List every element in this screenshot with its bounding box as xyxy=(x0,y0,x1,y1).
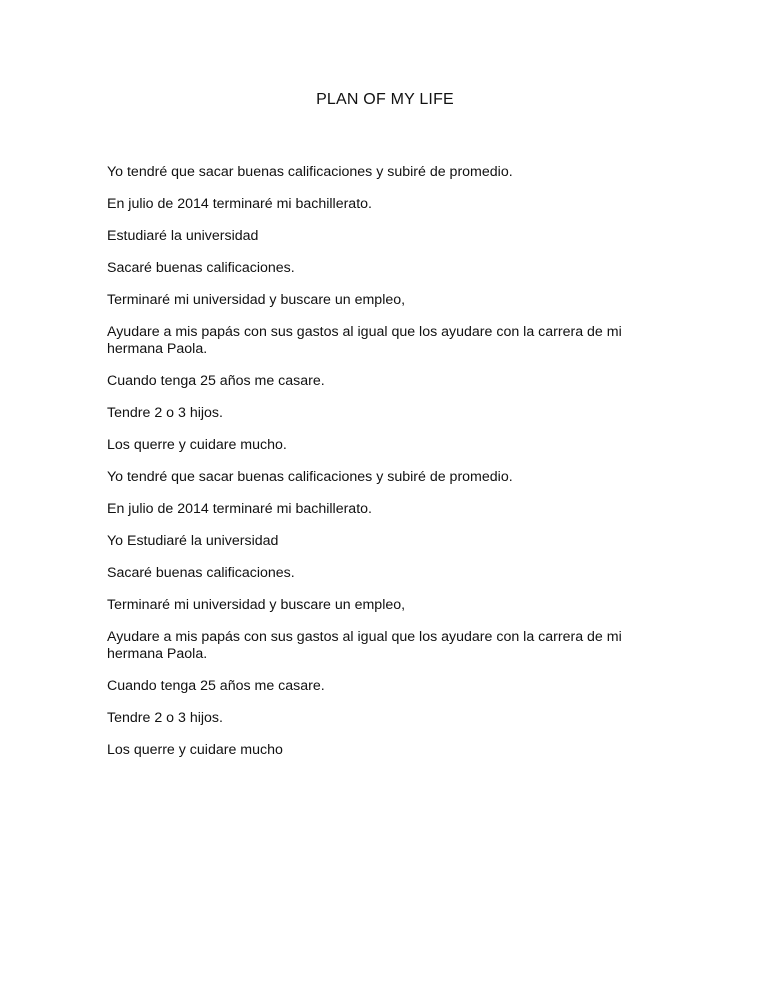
document-title: PLAN OF MY LIFE xyxy=(316,91,454,108)
paragraph: Cuando tenga 25 años me casare. xyxy=(107,678,325,694)
paragraph: Yo Estudiaré la universidad xyxy=(107,533,279,549)
paragraph: Terminaré mi universidad y buscare un empleo, xyxy=(107,292,406,308)
paragraph: En julio de 2014 terminaré mi bachillerato. xyxy=(107,501,372,517)
paragraph: Sacaré buenas calificaciones. xyxy=(107,565,295,581)
paragraph: Tendre 2 o 3 hijos. xyxy=(107,405,223,421)
paragraph: Estudiaré la universidad xyxy=(107,228,259,244)
document-body xyxy=(107,164,672,774)
paragraph: Ayudare a mis papás con sus gastos al igual que los ayudare con la carrera de mi hermana Paola. xyxy=(107,324,622,357)
paragraph: Tendre 2 o 3 hijos. xyxy=(107,710,223,726)
paragraph: Los querre y cuidare mucho xyxy=(107,742,283,758)
paragraph: Terminaré mi universidad y buscare un empleo, xyxy=(107,597,406,613)
paragraph: Sacaré buenas calificaciones. xyxy=(107,260,295,276)
paragraph: Yo tendré que sacar buenas calificaciones y subiré de promedio. xyxy=(107,469,513,485)
paragraph: Cuando tenga 25 años me casare. xyxy=(107,373,325,389)
paragraph: Yo tendré que sacar buenas calificaciones y subiré de promedio. xyxy=(107,164,513,180)
paragraph: Ayudare a mis papás con sus gastos al igual que los ayudare con la carrera de mi hermana Paola. xyxy=(107,629,622,662)
paragraph: Los querre y cuidare mucho. xyxy=(107,437,287,453)
paragraph: En julio de 2014 terminaré mi bachillerato. xyxy=(107,196,372,212)
